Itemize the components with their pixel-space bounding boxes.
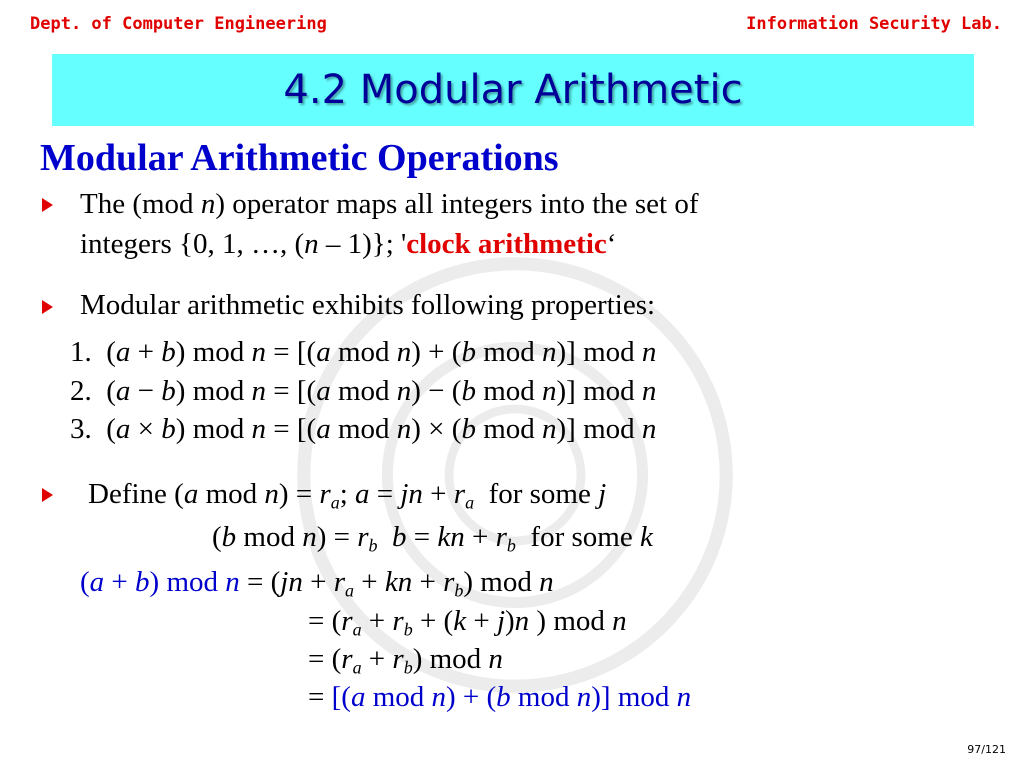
property-3: 3. (a × b) mod n = [(a mod n) × (b mod n)] mod n	[70, 413, 657, 445]
page-number: 97/121	[967, 743, 1006, 756]
clock-arithmetic-highlight: clock arithmetic	[406, 228, 607, 260]
slide-title: 4.2 Modular Arithmetic	[283, 67, 743, 113]
bullet1-line1: The (mod n) operator maps all integers into the set of	[80, 188, 699, 220]
bullet1-line2: integers {0, 1, …, (n – 1)}; 'clock arithmetic‘	[80, 228, 617, 260]
title-bar	[52, 54, 974, 126]
derivation-line2: = ($r_a + r_b + (k + j)n$ ) mod n	[308, 605, 627, 640]
derivation-line1: (a + b) mod $n = (jn + r_a$ + kn + $r_b$) mod n	[80, 566, 554, 601]
header-department: Dept. of Computer Engineering	[30, 14, 327, 34]
bullet-arrow-icon	[42, 198, 53, 212]
define-line2: (b mod $n) = r_b$ b = kn + $r_b$ for some k	[212, 521, 653, 556]
property-1: 1. (a + b) mod n = [(a mod n) + (b mod n)] mod n	[70, 336, 657, 368]
derivation-line4: = [(a mod n) + (b mod n)] mod n	[308, 681, 692, 713]
property-2: 2. (a − b) mod n = [(a mod n) − (b mod n)] mod n	[70, 375, 657, 407]
header-lab: Information Security Lab.	[746, 14, 1002, 34]
bullet-arrow-icon	[42, 300, 53, 314]
derivation-line3: = $(r_a + r_b)$ mod n	[308, 643, 503, 678]
define-line1: Define (a mod $n) = r_a$; a = jn + $r_a$ for some j	[88, 478, 607, 513]
section-heading: Modular Arithmetic Operations	[40, 137, 559, 179]
bullet-arrow-icon	[42, 488, 53, 502]
bullet2-text: Modular arithmetic exhibits following properties:	[80, 289, 656, 321]
